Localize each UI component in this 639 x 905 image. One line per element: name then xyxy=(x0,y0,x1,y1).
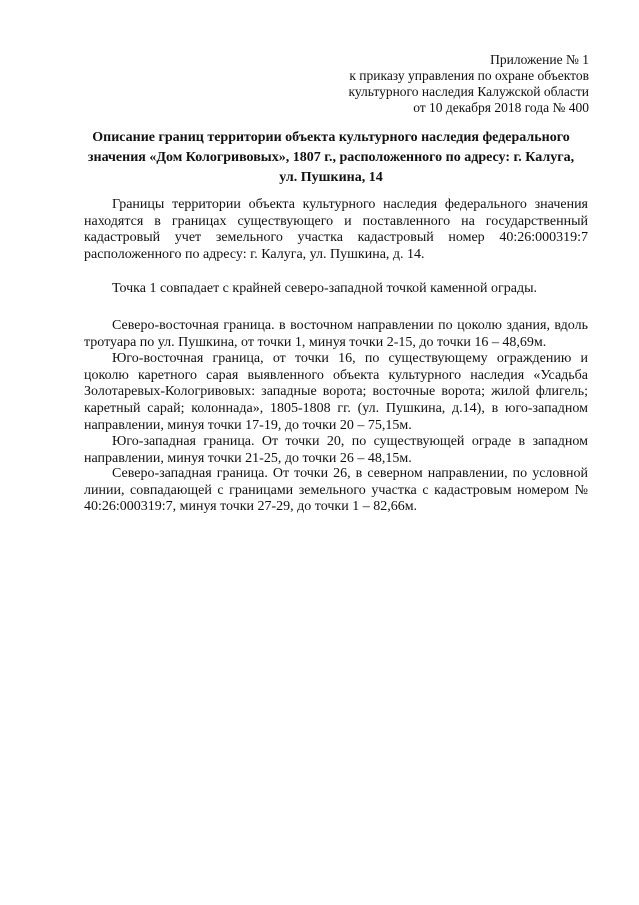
southwest-boundary-paragraph: Юго-западная граница. От точки 20, по существующей ограде в западном направлении, минуя точки 21-25, до точки 26 – 48,15м. xyxy=(84,434,588,466)
appendix-number: Приложение № 1 xyxy=(490,52,589,67)
appendix-date: от 10 декабря 2018 года № 400 xyxy=(413,100,589,115)
title-line-2: значения «Дом Кологривовых», 1807 г., расположенного по адресу: г. Калуга, xyxy=(87,150,575,165)
title-line-3: ул. Пушкина, 14 xyxy=(279,170,383,185)
boundaries-section xyxy=(84,318,588,467)
northwest-boundary-paragraph: Северо-западная граница. От точки 26, в северном направлении, по условной линии, совпадающей с границами земельного участка с кадастровым номером № 40:26:000319:7, минуя точки 27-29, до точки 1 – 82,66м. xyxy=(84,466,588,515)
appendix-header xyxy=(289,52,589,116)
intro-section xyxy=(84,197,588,263)
appendix-order-ref: к приказу управления по охране объектов xyxy=(349,68,589,83)
northeast-boundary-paragraph: Северо-восточная граница. в восточном направлении по цоколю здания, вдоль тротуара по ул. Пушкина, от точки 1, минуя точки 2-15, до точки 16 – 48,69м. xyxy=(84,318,588,350)
southeast-boundary-paragraph: Юго-восточная граница, от точки 16, по существующему ограждению и цоколю каретного сарая выявленного объекта культурного наследия «Усадьба Золотаревых-Кологривовых: западные ворота; восточные ворота; жилой флигель; каретный сарай; колоннада», 1805-1808 гг. (ул. Пушкина, д.14), в юго-западном направлении, минуя точки 17-19, до точки 20 – 75,15м. xyxy=(84,351,588,433)
intro-paragraph: Границы территории объекта культурного наследия федерального значения находятся в границах существующего и поставленного на государственный кадастровый учет земельного участка кадастровый номер 40:26:000319:7 расположенного по адресу: г. Калуга, ул. Пушкина, д. 14. xyxy=(84,197,588,262)
northwest-section xyxy=(84,466,588,516)
appendix-authority: культурного наследия Калужской области xyxy=(348,84,589,99)
title-line-1: Описание границ территории объекта культурного наследия федерального xyxy=(92,130,570,145)
point1-paragraph: Точка 1 совпадает с крайней северо-западной точкой каменной ограды. xyxy=(112,281,538,296)
document-title xyxy=(86,128,576,188)
point1-section xyxy=(84,281,588,298)
